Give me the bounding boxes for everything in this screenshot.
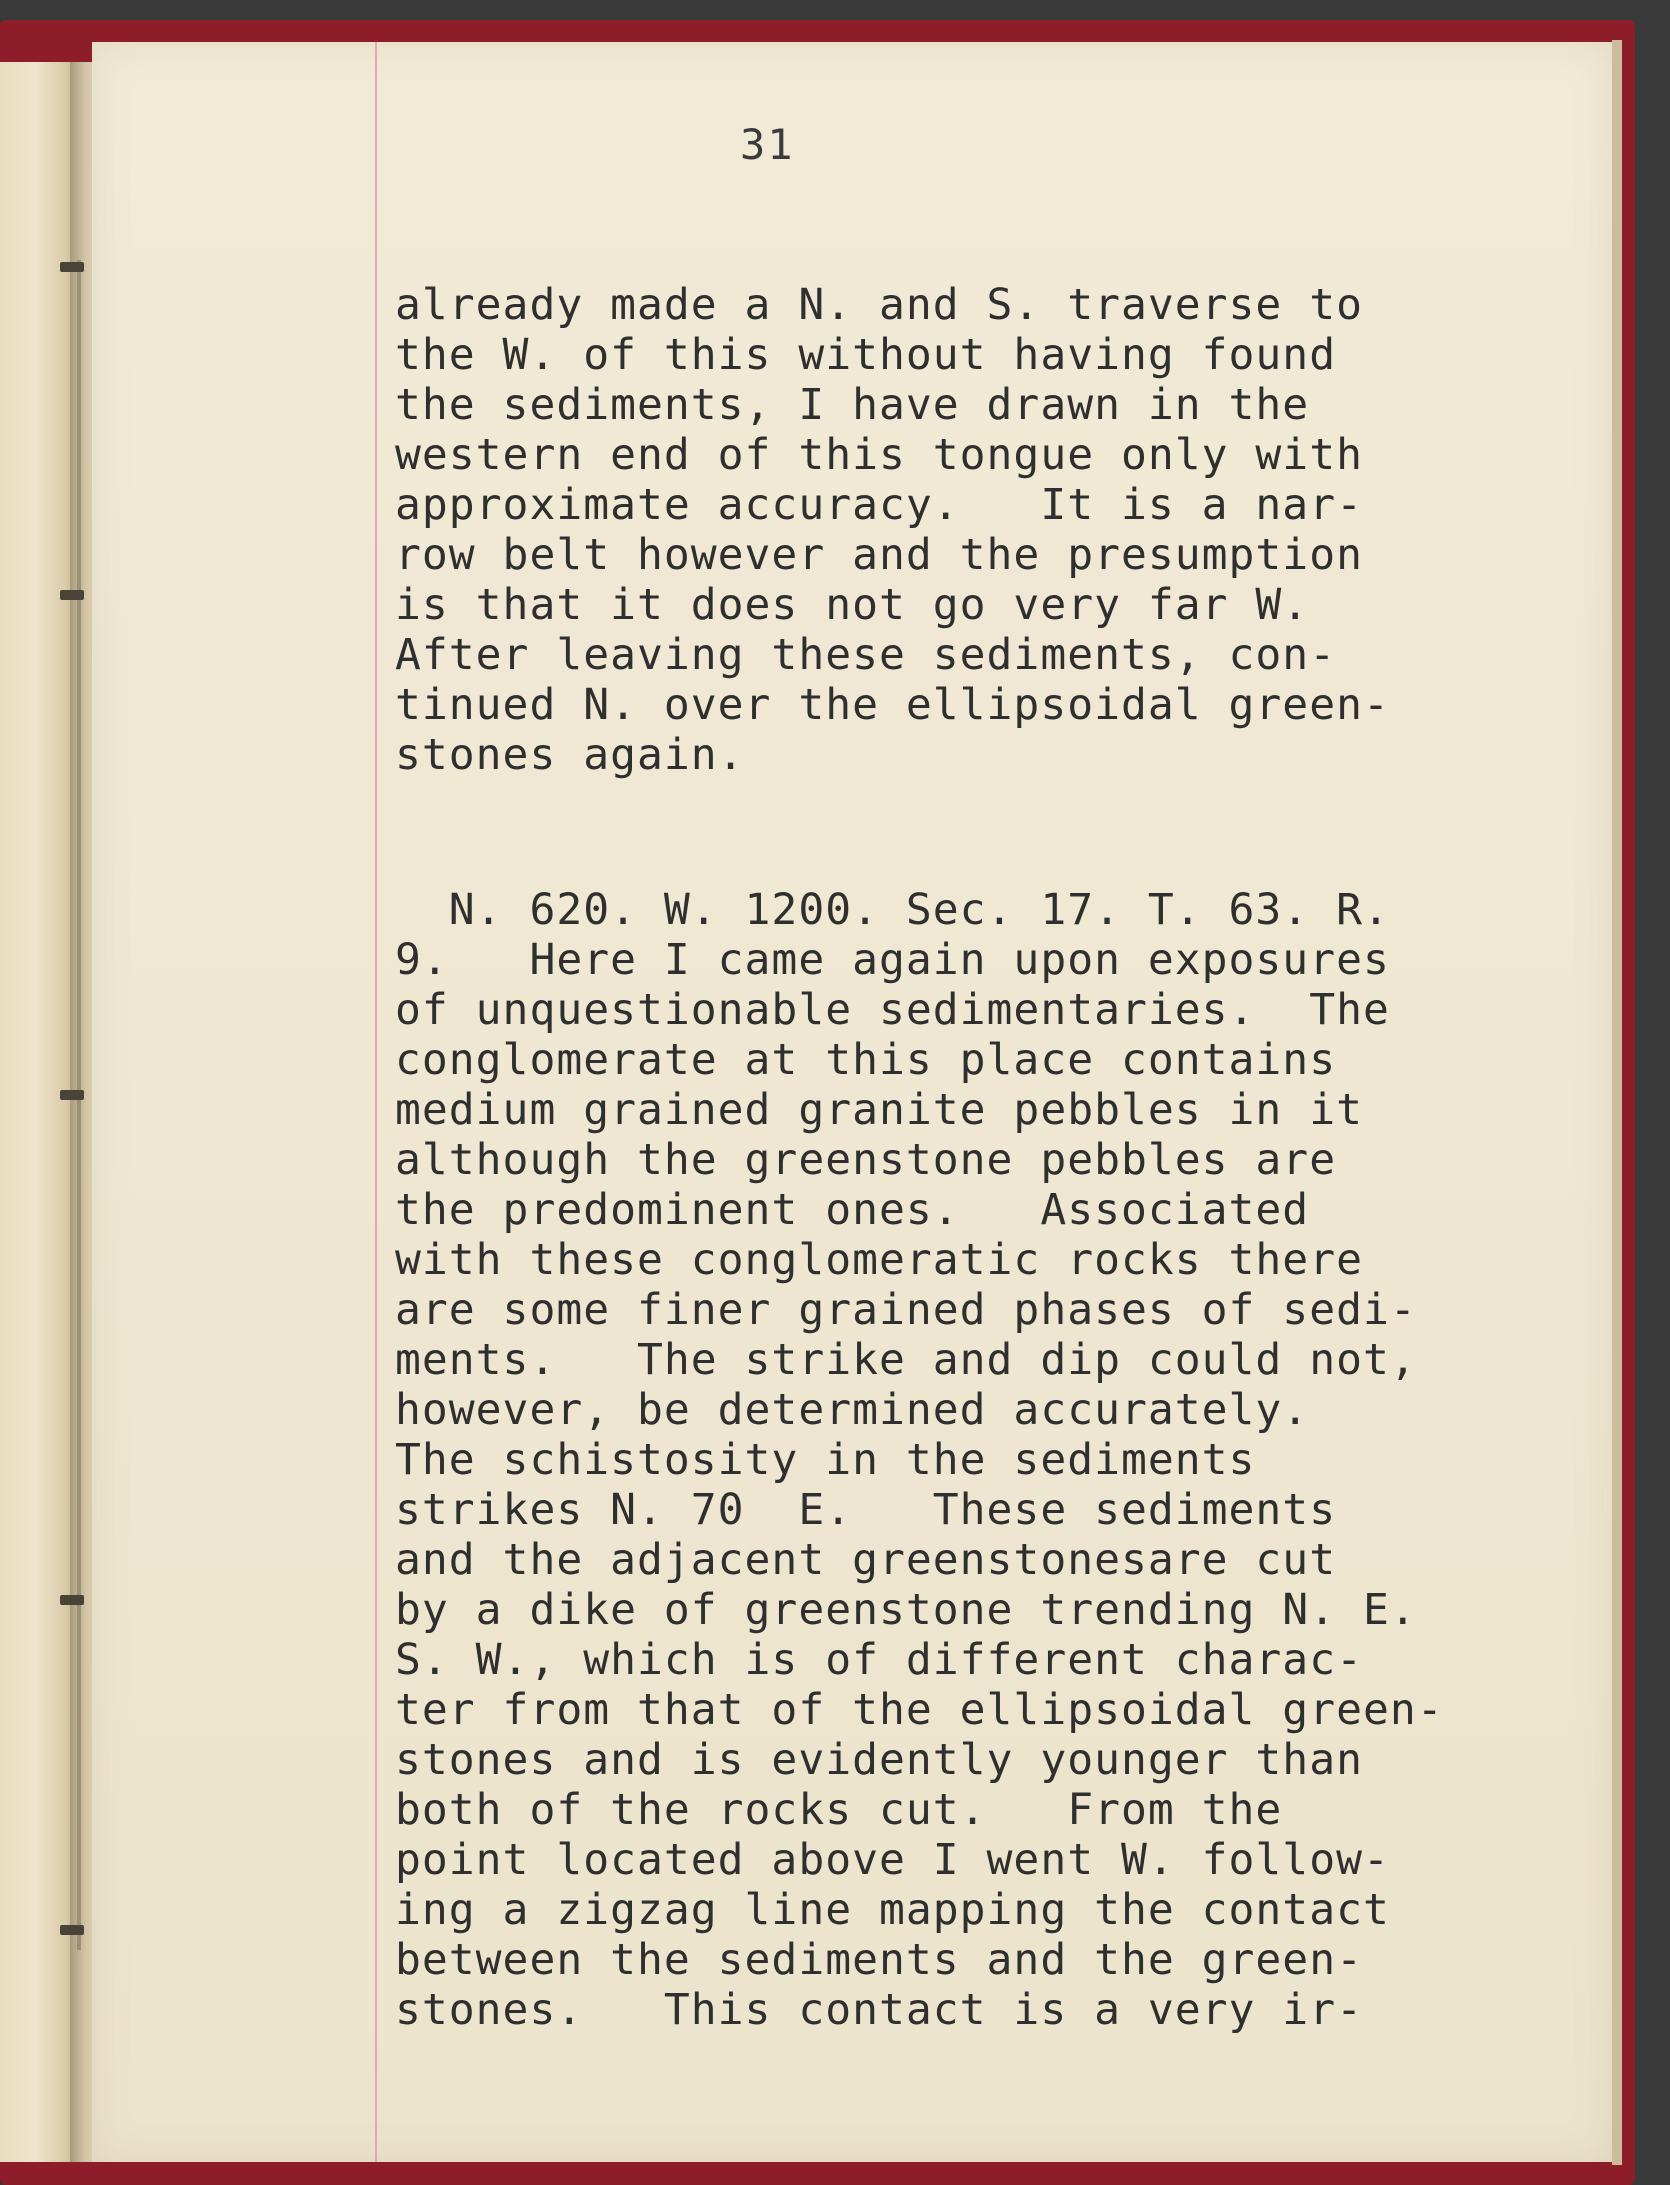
text-line: 9. Here I came again upon exposures [395, 935, 1390, 985]
text-line: strikes N. 70 E. These sediments [395, 1485, 1337, 1535]
page-edge [1612, 40, 1622, 2165]
text-line: although the greenstone pebbles are [395, 1135, 1337, 1185]
text-line: of unquestionable sedimentaries. The [395, 985, 1390, 1035]
paragraph-2 [395, 885, 1535, 2035]
text-line: point located above I went W. follow- [395, 1835, 1390, 1885]
text-line: are some finer grained phases of sedi- [395, 1285, 1417, 1335]
text-line: both of the rocks cut. From the [395, 1785, 1283, 1835]
text-line: between the sediments and the green- [395, 1935, 1363, 1985]
binding-stitch [60, 262, 84, 272]
text-line: approximate accuracy. It is a nar- [395, 480, 1363, 530]
text-line: The schistosity in the sediments [395, 1435, 1256, 1485]
text-line: ter from that of the ellipsoidal green- [395, 1685, 1444, 1735]
binding-stitch [60, 1925, 84, 1935]
margin-rule [375, 42, 377, 2162]
text-line: stones and is evidently younger than [395, 1735, 1363, 1785]
left-page-edge [0, 62, 78, 2162]
text-line: however, be determined accurately. [395, 1385, 1310, 1435]
binding-thread [77, 260, 81, 1950]
text-line: conglomerate at this place contains [395, 1035, 1337, 1085]
text-line: S. W., which is of different charac- [395, 1635, 1363, 1685]
text-line: tinued N. over the ellipsoidal green- [395, 680, 1390, 730]
text-line: is that it does not go very far W. [395, 580, 1310, 630]
text-line: N. 620. W. 1200. Sec. 17. T. 63. R. [395, 885, 1390, 935]
text-line: already made a N. and S. traverse to [395, 280, 1363, 330]
binding-stitch [60, 1595, 84, 1605]
text-line: by a dike of greenstone trending N. E. [395, 1585, 1417, 1635]
page-number: 31 [740, 120, 795, 169]
text-line: western end of this tongue only with [395, 430, 1363, 480]
binding-stitch [60, 1090, 84, 1100]
text-line: the predominent ones. Associated [395, 1185, 1310, 1235]
text-line: row belt however and the presumption [395, 530, 1363, 580]
text-line: and the adjacent greenstonesare cut [395, 1535, 1337, 1585]
text-line: stones. This contact is a very ir- [395, 1985, 1363, 2035]
text-line: medium grained granite pebbles in it [395, 1085, 1363, 1135]
paragraph-1 [395, 280, 1535, 780]
text-line: the sediments, I have drawn in the [395, 380, 1310, 430]
text-line: After leaving these sediments, con- [395, 630, 1337, 680]
text-line: ing a zigzag line mapping the contact [395, 1885, 1390, 1935]
text-line: the W. of this without having found [395, 330, 1337, 380]
text-line: stones again. [395, 730, 745, 780]
text-line: with these conglomeratic rocks there [395, 1235, 1363, 1285]
binding-stitch [60, 590, 84, 600]
text-line: ments. The strike and dip could not, [395, 1335, 1417, 1385]
